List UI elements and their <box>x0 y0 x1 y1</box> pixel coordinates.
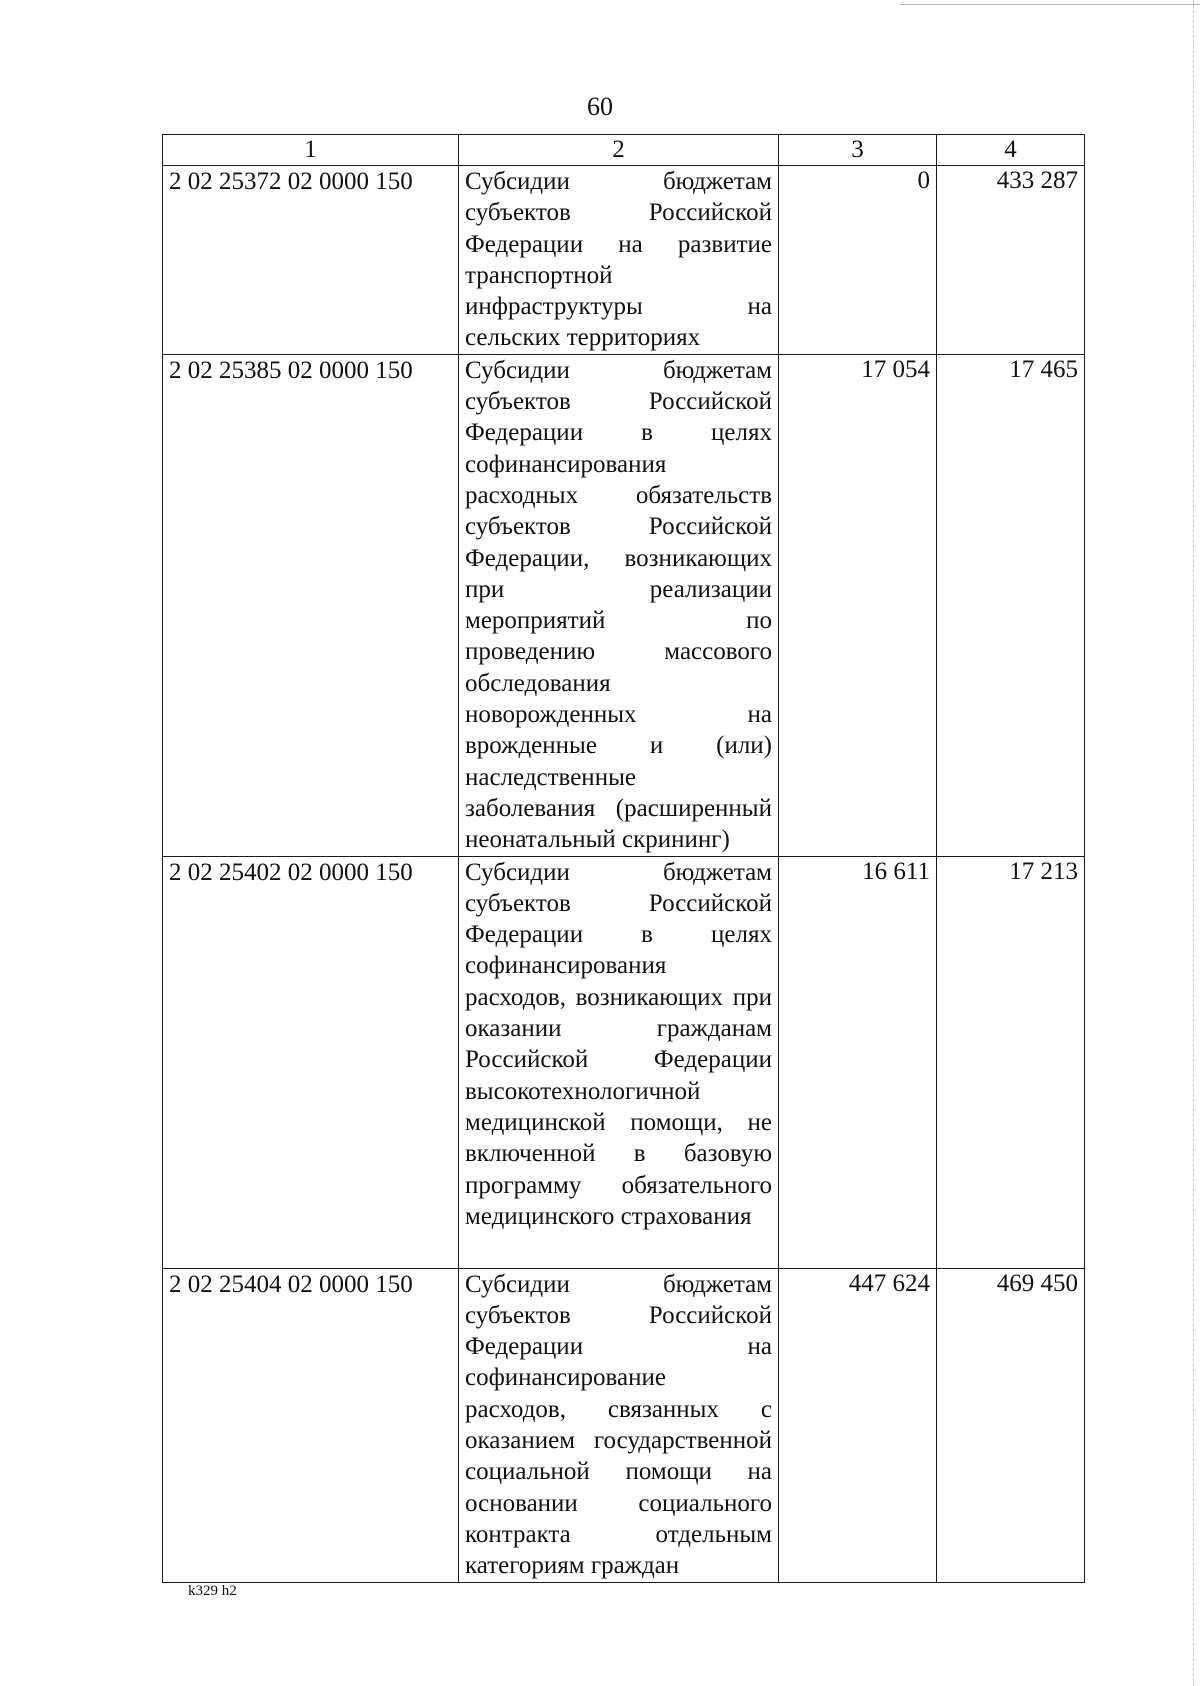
description: Субсидии бюджетам субъектов Российской Федерации на софинансирование расходов, связанных с оказанием государственной социальной помощи на основании социального контракта отдельным категориям граждан <box>459 1268 779 1582</box>
header-col-1: 1 <box>163 135 459 166</box>
budget-code: 2 02 25385 02 0000 150 <box>163 354 459 856</box>
header-col-2: 2 <box>459 135 779 166</box>
scan-edge-right <box>1193 0 1200 1686</box>
value-col-4: 433 287 <box>937 166 1085 355</box>
budget-code: 2 02 25404 02 0000 150 <box>163 1268 459 1582</box>
value-col-4: 17 213 <box>937 856 1085 1268</box>
value-col-3: 16 611 <box>779 856 937 1268</box>
value-col-4: 469 450 <box>937 1268 1085 1582</box>
header-col-4: 4 <box>937 135 1085 166</box>
table-row <box>163 856 1085 1268</box>
description: Субсидии бюджетам субъектов Российской Федерации в целях софинансирования расходов, возникающих при оказании гражданам Российской Федерации высокотехнологичной медицинской помощи, не включенной в базовую программу обязательного медицинского страхования <box>459 856 779 1268</box>
table-header-row <box>163 135 1085 166</box>
description: Субсидии бюджетам субъектов Российской Федерации в целях софинансирования расходных обязательств субъектов Российской Федерации, возникающих при реализации мероприятий по проведению массового обследования новорожденных на врожденные и (или) наследственные заболевания (расширенный неонатальный скрининг) <box>459 354 779 856</box>
header-col-3: 3 <box>779 135 937 166</box>
table-row <box>163 1268 1085 1582</box>
value-col-3: 0 <box>779 166 937 355</box>
scan-edge-top <box>900 4 1200 5</box>
budget-table <box>162 134 1085 1583</box>
value-col-3: 17 054 <box>779 354 937 856</box>
value-col-3: 447 624 <box>779 1268 937 1582</box>
table-row <box>163 354 1085 856</box>
page-number: 60 <box>587 92 613 121</box>
value-col-4: 17 465 <box>937 354 1085 856</box>
budget-code: 2 02 25372 02 0000 150 <box>163 166 459 355</box>
footer-code: k329 h2 <box>188 1583 237 1599</box>
budget-code: 2 02 25402 02 0000 150 <box>163 856 459 1268</box>
table-row <box>163 166 1085 355</box>
description: Субсидии бюджетам субъектов Российской Федерации на развитие транспортной инфраструктуры на сельских территориях <box>459 166 779 355</box>
